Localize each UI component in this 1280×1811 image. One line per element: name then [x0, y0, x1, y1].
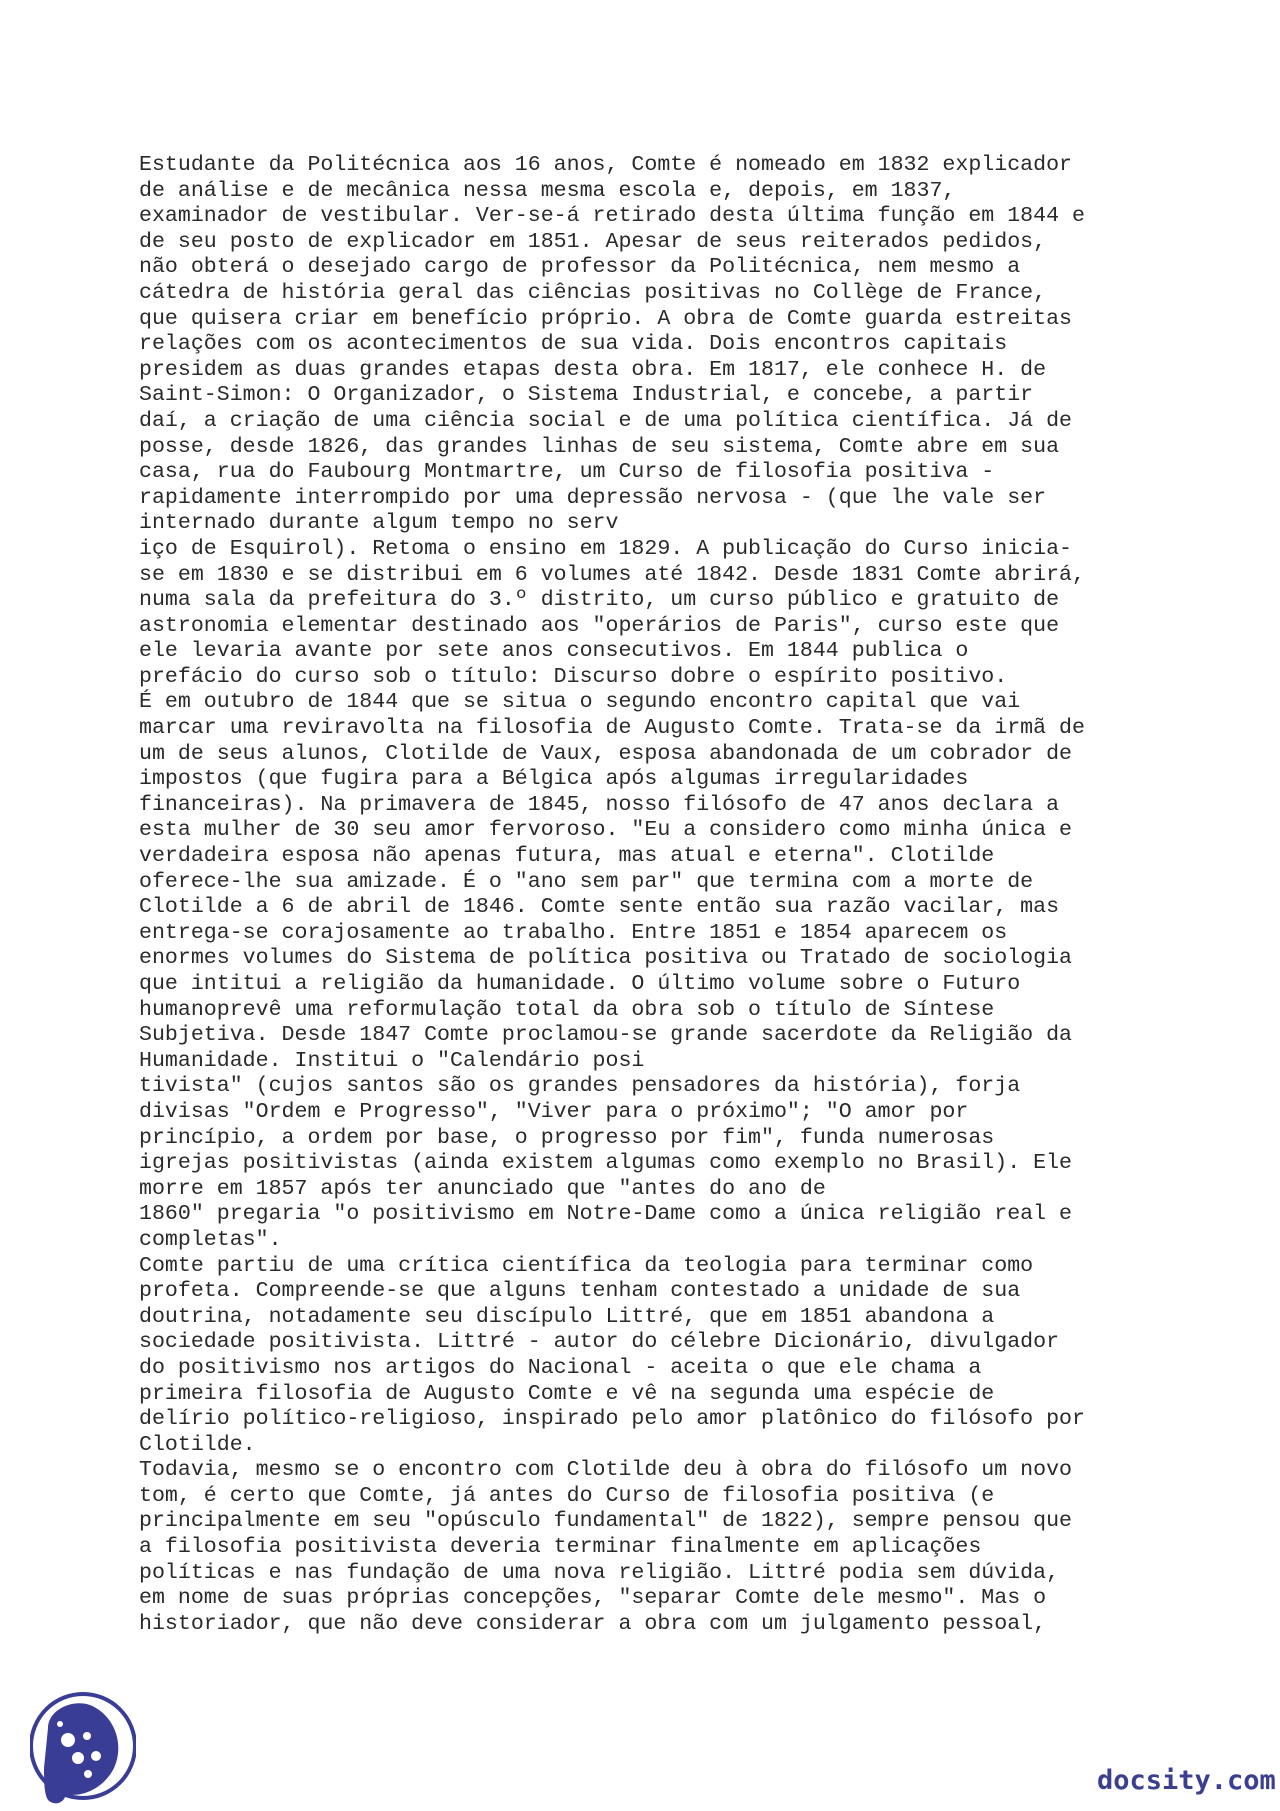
text-line: cátedra de história geral das ciências positivas no Collège de France, — [139, 280, 1047, 305]
text-line: que intitui a religião da humanidade. O último volume sobre o Futuro — [139, 972, 1021, 996]
text-line: igrejas positivistas (ainda existem algumas como exemplo no Brasil). Ele — [139, 1151, 1073, 1176]
text-line: tom, é certo que Comte, já antes do Curso de filosofia positiva (e — [139, 1483, 995, 1508]
text-line: primeira filosofia de Augusto Comte e vê na segunda uma espécie de — [139, 1381, 995, 1406]
text-line: de análise e de mecânica nessa mesma escola e, depois, em 1837, — [139, 178, 956, 203]
text-line: Clotilde. — [139, 1432, 256, 1457]
text-line: verdadeira esposa não apenas futura, mas atual e eterna". Clotilde — [139, 844, 995, 869]
text-line: Subjetiva. Desde 1847 Comte proclamou-se grande sacerdote da Religião da — [139, 1023, 1073, 1048]
text-line: historiador, que não deve considerar a obra com um julgamento pessoal, — [139, 1611, 1047, 1636]
text-line: ele levaria avante por sete anos consecutivos. Em 1844 publica o — [139, 639, 969, 664]
text-line: profeta. Compreende-se que alguns tenham contestado a unidade de sua — [139, 1279, 1021, 1304]
text-line: Todavia, mesmo se o encontro com Clotilde deu à obra do filósofo um novo — [139, 1458, 1073, 1483]
text-line: numa sala da prefeitura do 3.º distrito, um curso público e gratuito de — [139, 588, 1060, 613]
text-line: relações com os acontecimentos de sua vida. Dois encontros capitais — [139, 332, 1008, 357]
text-line: doutrina, notadamente seu discípulo Littré, que em 1851 abandona a — [139, 1304, 995, 1329]
text-line: oferece-lhe sua amizade. É o "ano sem par" que termina com a morte de — [139, 869, 1034, 894]
text-line: impostos (que fugira para a Bélgica após algumas irregularidades — [139, 767, 969, 792]
text-line: morre em 1857 após ter anunciado que "antes do ano de — [139, 1176, 826, 1201]
text-line: completas". — [139, 1227, 282, 1252]
text-line: se em 1830 e se distribui em 6 volumes até 1842. Desde 1831 Comte abrirá, — [139, 562, 1085, 587]
docsity-brand-text[interactable]: docsity.com — [1097, 1765, 1276, 1796]
text-line: delírio político-religioso, inspirado pelo amor platônico do filósofo por — [139, 1407, 1085, 1432]
text-line: do positivismo nos artigos do Nacional - aceita o que ele chama a — [139, 1355, 982, 1380]
text-line: princípio, a ordem por base, o progresso por fim", funda numerosas — [139, 1125, 995, 1150]
text-line: sociedade positivista. Littré - autor do célebre Dicionário, divulgador — [139, 1330, 1060, 1355]
text-line: posse, desde 1826, das grandes linhas de seu sistema, Comte abre em sua — [139, 434, 1060, 459]
docsity-logo-icon — [30, 1688, 136, 1808]
text-line: rapidamente interrompido por uma depressão nervosa - (que lhe vale ser — [139, 485, 1047, 510]
text-line: tivista" (cujos santos são os grandes pensadores da história), forja — [139, 1074, 1021, 1099]
document-body — [139, 153, 1189, 1637]
text-line: um de seus alunos, Clotilde de Vaux, esposa abandonada de um cobrador de — [139, 741, 1073, 766]
text-line: examinador de vestibular. Ver-se-á retirado desta última função em 1844 e — [139, 204, 1085, 229]
text-line: em nome de suas próprias concepções, "separar Comte dele mesmo". Mas o — [139, 1586, 1047, 1611]
text-line: não obterá o desejado cargo de professor da Politécnica, nem mesmo a — [139, 255, 1021, 280]
text-line: 1860" pregaria "o positivismo em Notre-Dame como a única religião real e — [139, 1202, 1073, 1227]
text-line: humanoprevê uma reformulação total da obra sob o título de Síntese — [139, 997, 995, 1022]
text-line: prefácio do curso sob o título: Discurso dobre o espírito positivo. — [139, 664, 1008, 689]
text-line: Saint-Simon: O Organizador, o Sistema Industrial, e concebe, a partir — [139, 383, 1034, 408]
text-line: Humanidade. Institui o "Calendário posi — [139, 1048, 645, 1073]
text-line: políticas e nas fundação de uma nova religião. Littré podia sem dúvida, — [139, 1560, 1060, 1585]
text-line: de seu posto de explicador em 1851. Apesar de seus reiterados pedidos, — [139, 229, 1047, 254]
text-line: internado durante algum tempo no serv — [139, 511, 619, 536]
text-line: Estudante da Politécnica aos 16 anos, Comte é nomeado em 1832 explicador — [139, 153, 1073, 177]
text-line: divisas "Ordem e Progresso", "Viver para o próximo"; "O amor por — [139, 1099, 969, 1124]
text-line: financeiras). Na primavera de 1845, nosso filósofo de 47 anos declara a — [139, 792, 1060, 817]
text-line: entrega-se corajosamente ao trabalho. Entre 1851 e 1854 aparecem os — [139, 920, 1008, 945]
text-line: principalmente em seu "opúsculo fundamental" de 1822), sempre pensou que — [139, 1509, 1073, 1534]
text-line: É em outubro de 1844 que se situa o segundo encontro capital que vai — [139, 690, 1021, 715]
text-line: Comte partiu de uma crítica científica da teologia para terminar como — [139, 1253, 1034, 1278]
text-line: Clotilde a 6 de abril de 1846. Comte sente então sua razão vacilar, mas — [139, 895, 1060, 920]
text-line: presidem as duas grandes etapas desta obra. Em 1817, ele conhece H. de — [139, 357, 1047, 382]
text-line: que quisera criar em benefício próprio. A obra de Comte guarda estreitas — [139, 306, 1073, 331]
text-line: esta mulher de 30 seu amor fervoroso. "Eu a considero como minha única e — [139, 818, 1073, 843]
text-line: iço de Esquirol). Retoma o ensino em 1829. A publicação do Curso inicia- — [139, 536, 1073, 561]
text-line: daí, a criação de uma ciência social e de uma política científica. Já de — [139, 408, 1073, 433]
text-line: a filosofia positivista deveria terminar finalmente em aplicações — [139, 1535, 982, 1560]
text-line: enormes volumes do Sistema de política positiva ou Tratado de sociologia — [139, 946, 1073, 971]
text-line: marcar uma reviravolta na filosofia de Augusto Comte. Trata-se da irmã de — [139, 716, 1085, 741]
text-line: astronomia elementar destinado aos "operários de Paris", curso este que — [139, 613, 1060, 638]
text-line: casa, rua do Faubourg Montmartre, um Curso de filosofia positiva - — [139, 460, 995, 485]
